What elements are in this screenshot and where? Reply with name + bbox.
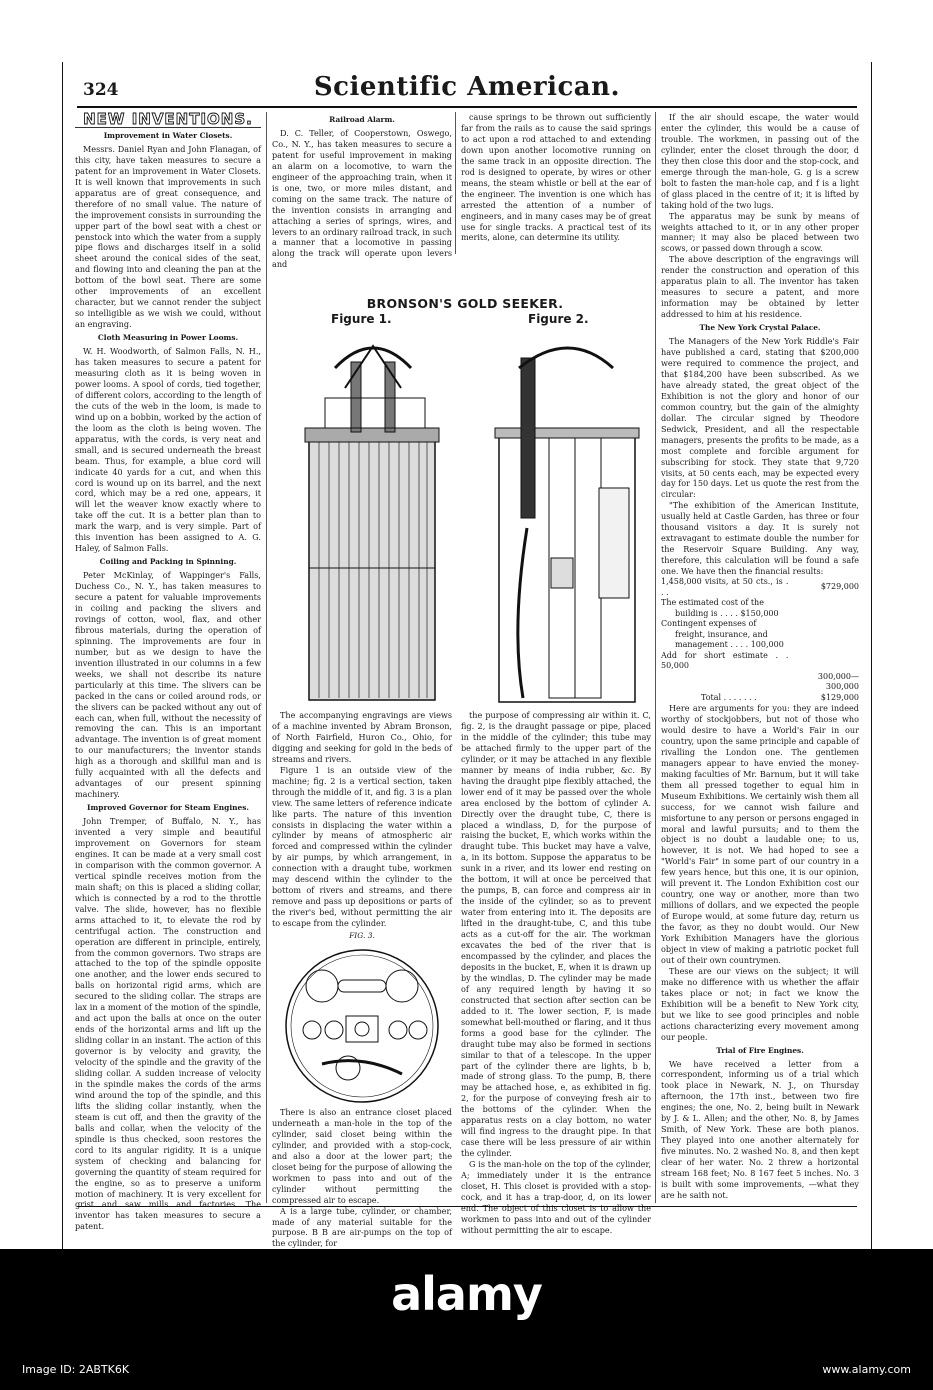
ledger-row: freight, insurance, and <box>675 629 768 639</box>
watermark-meta <box>22 1363 911 1376</box>
figure-title: BRONSON'S GOLD SEEKER. <box>366 296 564 311</box>
newspaper-page <box>62 62 872 1249</box>
article-heading: Cloth Measuring in Power Looms. <box>97 333 239 343</box>
article-body: Figure 1 is an outside view of the machine; fig. 2 is a vertical section, taken through the middle of it, and fig. 3 is a plan view. The same letters of reference indicate like parts. The nature of this invention consists in displacing the water within a cylinder by means of atmospheric air forced and compressed within the cylinder by air pumps, by which arrangement, in connection with a draught tube, workmen may descend within the cylinder to the bottom of rivers and streams, and there remove and pass up depositions or parts of the river's bed, without permitting the air to escape from the cylinder. <box>272 764 452 929</box>
article-body: "The exhibition of the American Institute, usually held at Castle Garden, has three or four thousand visitors a day. It is surely not extravagant to estimate double the number for the Reservoir Square Building. Any way, therefore, this calculation will be found a safe one. We have then the financial results: <box>661 500 859 577</box>
top-rule <box>77 106 857 108</box>
ledger-row: Contingent expenses of <box>661 619 757 629</box>
article-body: Peter McKinlay, of Wappinger's Falls, Duchess Co., N. Y., has taken measures to secure a patent for valuable improvements in coiling and packing the slivers and rovings of cotton, wool, flax, and other fibrous materials, during the operation of spinning. The improvements are four in number, but as we design to have the invention illustrated in our columns in a few weeks, we shall not describe its nature particularly at this time. The slivers can be packed in the cans or coiled around rods, or the slivers can be packed without any out of each can, when full, without the necessity of removing the can. This is an important advantage. The invention is of great moment to our manufacturers; the inventor stands high as a thorough and skillful man and is fully acquainted with all the defects and advantages of our present spinning machinery. <box>75 570 261 800</box>
alamy-logo: alamy <box>391 1267 542 1321</box>
column-4 <box>661 112 859 1207</box>
ledger-row: 300,000—300,000 <box>817 671 859 692</box>
article-body: These are our views on the subject; it will make no difference with us whether the affair takes place or not; in fact we know the Exhibition will be a benefit to New York city, but we like to see good principles and noble actions characterizing every movement among our people. <box>661 965 859 1042</box>
article-body: The above description of the engravings will render the construction and operation of this apparatus plain to all. The inventor has taken measures to secure a patent, and more information may be obtained by letter addressed to him at his residence. <box>661 254 859 320</box>
article-heading: Coiling and Packing in Spinning. <box>99 557 237 567</box>
article-body: Here are arguments for you: they are indeed worthy of stockjobbers, but not of those who would desire to have a World's Fair in our country, upon the same principle and capable of rivalling the London one. The gentlemen managers appear to have envied the money-making faculties of Mr. Barnum, but it will take them all pressed together to equal him in Museum Exhibitions. We certainly wish them all success, for we cannot wish failure and misfortune to any person or persons engaged in moral and lawful pursuits; and to them the object is no doubt a laudable one; to us, however, it is not. We had hoped to see a "World's Fair" in some part of our country in a few years hence, but this one, it is our opinion, will prevent it. The London Exhibition cost our country, one way or another, more than two millions of dollars, and we expected the people of Europe would, at some future day, return us the favor, as they no doubt would. Our New York Exhibition Managers have the glorious object in view of making a patriotic pocket full out of their own countrymen. <box>661 703 859 965</box>
article-body: The accompanying engravings are views of a machine invented by Abram Bronson, of North Fairfield, Huron Co., Ohio, for digging and seeking for gold in the beds of streams and rivers. <box>272 710 452 764</box>
article-body: The apparatus may be sunk by means of weights attached to it, or in any other proper manner; it may also be placed between two scows, or passed down through a scow. <box>661 210 859 254</box>
ledger-row: The estimated cost of the <box>661 598 764 608</box>
article-heading: Improvement in Water Closets. <box>103 130 233 140</box>
article-body: John Tremper, of Buffalo, N. Y., has invented a very simple and beautiful improvement on Governors for steam engines. It can be made at a very small cost in comparison with the common governor. A vertical spindle receives motion from the main shaft; on this is placed a sliding collar, which is connected by a rod to the throttle valve. The slide, however, has no flexible arms attached to it, to elevate the rod by centrifugal action. The construction and operation are different in principle, entirely, from the common governors. Two straps are attached to the top of the spindle opposite one another, and the lower ends secured to balls on horizontal rigid arms, which are secured to the sliding collar. The straps are lax in a moment of the motion of the spindle, and act upon the balls at once on the outer ends of the horizontal arms and lift up the sliding collar in an instant. The action of this governor is by velocity and gravity, the velocity of the spindle and the gravity of the sliding collar. A sudden increase of velocity in the spindle makes the cords of the arms wind around the top of the spindle, and this lifts the sliding collar instantly, when the steam is cut off, and then the gravity of the balls and collar, when the velocity of the spindle is thus checked, soon restores the cord to its angular rigidity. It is a unique system of checking and balancing for governing the quantity of steam required for the engine, so as to preserve a uniform motion of machinery. It is very excellent for grist and saw mills and factories. The inventor has taken measures to secure a patent. <box>75 816 261 1232</box>
column-1 <box>75 110 261 1232</box>
figure-2-label: Figure 2. <box>528 312 589 326</box>
column-2-top <box>272 112 452 270</box>
article-heading: Railroad Alarm. <box>329 115 395 124</box>
figure-1-label: Figure 1. <box>331 312 392 326</box>
section-title: NEW INVENTIONS. <box>75 114 261 128</box>
article-body: cause springs to be thrown out sufficiently far from the rails as to cause the said springs to act upon a rod attached to and extending down upon another locomotive running on the same track in an opposite direction. The rod is designed to operate, by wires or other means, the steam whistle or bell at the ear of the engineer. The invention is one which has arrested the attention of a number of engineers, and in many cases may be of great use for single tracks. A practical test of its merits, alone, can determine its utility. <box>461 112 651 243</box>
article-body: The Managers of the New York Riddle's Fair have published a card, stating that $200,000 were required to commence the project, and that $184,200 have been subscribed. As we have already stated, the great object of the Exhibition is not the glory and honor of our common country, but the gain of the almighty dollar. The circular signed by Theodore Sedwick, President, and all the respectable managers, presents the profits to be made, as a most complete and forcible argument for subscribing for stock. They state that 9,720 visits, at 50 cents each, may be expected every day for 150 days. Let us quote the rest from the circular: <box>661 336 859 500</box>
page-number: 324 <box>83 80 119 100</box>
article-body: Messrs. Daniel Ryan and John Flanagan, of this city, have taken measures to secure a patent for an improvement in Water Closets. It is well known that improvements in such apparatus are of great consequence, and therefore of no small value. The nature of the improvement consists in surrounding the upper part of the bowl seat with a chest or penstock into which the water from a supply pipe flows and discharges itself in a solid sheet around the conical sides of the seat, and flowing into and cleaning the pan at the bottom of the bowl seat. There are some other improvements of an excellent character, but we cannot render the subject so intelligible as we wish we could, without an engraving. <box>75 143 261 330</box>
ledger-row: building is . . . . $150,000 <box>675 608 779 618</box>
article-heading: The New York Crystal Palace. <box>699 323 821 333</box>
ledger-row: 1,458,000 visits, at 50 cts., is . . . $729,000 <box>661 577 859 597</box>
article-heading: Improved Governor for Steam Engines. <box>87 803 249 813</box>
ledger-row: Total . . . . . . . $129,000 <box>701 692 859 702</box>
figure-3-illustration <box>272 944 452 1104</box>
column-divider <box>455 112 456 254</box>
column-divider <box>655 112 656 1203</box>
image-id-text: Image ID: 2ABTK6K <box>22 1363 130 1376</box>
masthead-title: Scientific American. <box>313 72 621 102</box>
watermark-url: www.alamy.com <box>822 1363 911 1376</box>
column-divider <box>266 112 267 1203</box>
article-body: the purpose of compressing air within it. C, fig. 2, is the draught passage or pipe, placed in the middle of the cylinder; this tube may be attached firmly to the upper part of the cylinder, or it may be attached in any flexible manner by means of india rubber, &c. By having the draught pipe flexibly attached, the lower end of it may be passed over the whole area enclosed by the bottom of cylinder A. Directly over the draught tube, C, there is placed a windlass, D, for the purpose of raising the bucket, E, which works within the draught tube. This bucket may have a valve, a, in its bottom. Suppose the apparatus to be sunk in a river, and its lower end resting on the bottom, it will at once be perceived that the pumps, B, can force and compress air in the inside of the cylinder, so as to prevent water from entering into it. The deposits are lifted in the draught-tube, C, and this tube acts as a cut-off for the air. The workman excavates the bed of the river that is encompassed by the cylinder, and places the deposits in the bucket, E, when it is drawn up by the windlas, D. The cylinder may be made of any required length by having it so constructed that section after section can be added to it. The lower section, F, is made somewhat bell-mouthed or flaring, and it thus forms a good base for the cylinder. The draught tube may also be formed in sections similar to that of a telescope. In the upper part of the cylinder there are lights, b b, made of strong glass. To the pump, B, there may be attached hose, e, as exhibited in fig. 2, for the purpose of conveying fresh air to the bottoms of the cylinder. When the apparatus rests on a clay bottom, no water will find ingress to the draught pipe. In that case there will be less pressure of air within the cylinder. <box>461 710 651 1159</box>
article-body: D. C. Teller, of Cooperstown, Oswego, Co., N. Y., has taken measures to secure a patent for useful improvement in making an alarm on a locomotive, to warn the engineer of the approaching train, when it is one, two, or more miles distant, and coming on the same track. The nature of the invention consists in arranging and attaching a series of springs, wires, and levers to an ordinary railroad track, in such a manner that a locomotive in passing along the track will operate upon levers and <box>272 127 452 270</box>
article-heading: Trial of Fire Engines. <box>716 1045 804 1055</box>
financial-ledger <box>661 577 859 703</box>
figure-3-label: FIG. 3. <box>349 931 375 941</box>
article-body: There is also an entrance closet placed underneath a man-hole in the top of the cylinder, said closet being within the cylinder, and provided with a stop-cock, and also a door at the lower part; the closet being for the purpose of allowing the workmen to pass into and out of the cylinder without permitting the compressed air to escape. <box>272 1106 452 1205</box>
article-body: G is the man-hole on the top of the cylinder, A; immediately under it is the entrance closet, H. This closet is provided with a stop-cock, and it has a trap-door, d, on its lower end. The object of this closet is to allow the workmen to pass into and out of the cylinder without permitting the air to escape. <box>461 1159 651 1235</box>
figure-2-illustration <box>483 328 648 708</box>
article-body: We have received a letter from a correspondent, informing us of a trial which took place in Newark, N. J., on Thursday afternoon, the 17th inst., between two fire engines; the one, No. 2, being built in Newark by J. & L. Allen; and the other, No. 8, by James Smith, of New York. These are both pianos. They played into one another alternately for five minutes. No. 2 washed No. 8, and then kept clear of her water. No. 2 threw a horizontal stream 168 feet; No. 8 167 feet 5 inches. No. 3 is built with some improvements, —what they are he saith not. <box>661 1058 859 1200</box>
column-3-lower <box>461 710 651 1235</box>
column-3-top <box>461 112 651 262</box>
stock-watermark-bar <box>0 1249 933 1390</box>
article-body: W. H. Woodworth, of Salmon Falls, N. H., has taken measures to secure a patent for measuring cloth as it is being woven in power looms. A spool of cords, tied together, of different colors, according to the length of the cuts of the web in the loom, is made to wind up on a bobbin, worked by the action of the loom as the cloth is being woven. The apparatus, with the cords, is very neat and small, and is secured underneath the breast beam. Thus, for example, a blue cord will indicate 40 yards for a cut, and when this cord is wound up on its barrel, and the next cord, which may be a red one, appears, it will let the weaver know exactly where to take off the cut. It is a better plan than to mark the warp, and is very simple. Part of this invention has been assigned to A. G. Haley, of Salmon Falls. <box>75 346 261 554</box>
article-body: If the air should escape, the water would enter the cylinder, this would be a cause of trouble. The workmen, in passing out of the cylinder, enter the closet through the door, d they then close this door and the stop-cock, and emerge through the man-hole, G. g is a screw bolt to fasten the man-hole cap, and f is a light of glass placed in the centre of it; it is lifted by taking hold of the two lugs. <box>661 112 859 210</box>
ledger-row: management . . . . 100,000 <box>675 640 784 650</box>
column-2-lower <box>272 710 452 1249</box>
ledger-row: Add for short estimate . . 50,000 <box>661 650 789 671</box>
figure-1-illustration <box>295 328 455 708</box>
article-body: A is a large tube, cylinder, or chamber, made of any material suitable for the purpose. B B are air-pumps on the top of the cylinder, for <box>272 1205 452 1249</box>
bottom-rule <box>77 1206 857 1207</box>
